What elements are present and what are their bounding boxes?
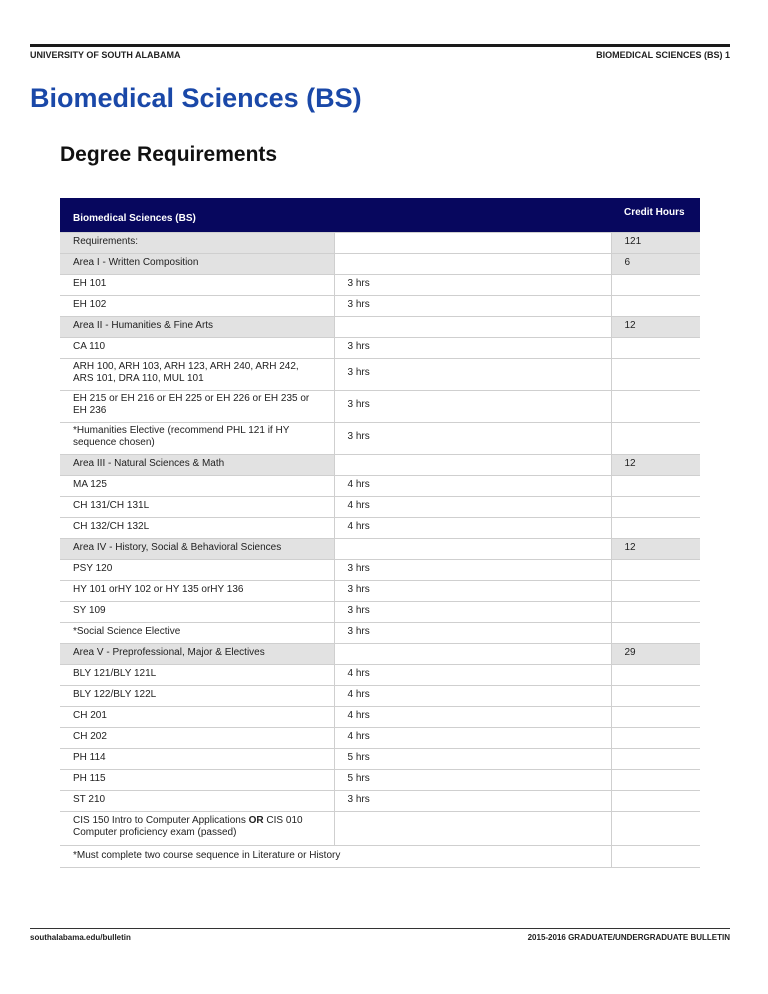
- course-row: [60, 727, 700, 748]
- area-total: 12: [611, 538, 700, 559]
- course-hours: 3 hrs: [334, 790, 611, 811]
- area-total: 12: [611, 454, 700, 475]
- area-label: Area V - Preprofessional, Major & Electives: [60, 643, 334, 664]
- course-row: [60, 580, 700, 601]
- course-row: [60, 274, 700, 295]
- course-row: [60, 664, 700, 685]
- area-label: Requirements:: [60, 232, 334, 253]
- course-label: PH 115: [60, 769, 334, 790]
- table-header-row: [60, 198, 700, 232]
- course-hours: 4 hrs: [334, 475, 611, 496]
- course-row: [60, 706, 700, 727]
- course-row: [60, 475, 700, 496]
- course-label: CH 202: [60, 727, 334, 748]
- course-row: [60, 496, 700, 517]
- area-total: 29: [611, 643, 700, 664]
- course-row: [60, 295, 700, 316]
- page-title: Biomedical Sciences (BS): [30, 83, 362, 113]
- course-row: [60, 390, 700, 422]
- area-total: 12: [611, 316, 700, 337]
- course-hours: 4 hrs: [334, 517, 611, 538]
- course-row: [60, 422, 700, 454]
- course-hours: 4 hrs: [334, 727, 611, 748]
- course-row: [60, 601, 700, 622]
- page-footer: [30, 928, 730, 945]
- course-label: MA 125: [60, 475, 334, 496]
- area-row: [60, 643, 700, 664]
- course-hours: 4 hrs: [334, 496, 611, 517]
- course-hours: 3 hrs: [334, 390, 611, 422]
- course-hours: 3 hrs: [334, 295, 611, 316]
- course-hours: 3 hrs: [334, 559, 611, 580]
- course-hours: 3 hrs: [334, 274, 611, 295]
- course-row: [60, 358, 700, 390]
- course-row: [60, 748, 700, 769]
- header-page-label: BIOMEDICAL SCIENCES (BS) 1: [596, 50, 730, 60]
- area-row: [60, 232, 700, 253]
- course-hours: 3 hrs: [334, 358, 611, 390]
- note-row: [60, 811, 700, 845]
- course-row: [60, 790, 700, 811]
- course-label: PSY 120: [60, 559, 334, 580]
- course-label: EH 215 or EH 216 or EH 225 or EH 226 or EH 235 or EH 236: [60, 390, 334, 422]
- course-row: [60, 769, 700, 790]
- area-label: Area III - Natural Sciences & Math: [60, 454, 334, 475]
- requirements-table: [60, 198, 700, 868]
- course-row: [60, 685, 700, 706]
- course-label: BLY 121/BLY 121L: [60, 664, 334, 685]
- credit-hours-header: Credit Hours: [611, 198, 700, 232]
- course-label: HY 101 orHY 102 or HY 135 orHY 136: [60, 580, 334, 601]
- area-label: Area II - Humanities & Fine Arts: [60, 316, 334, 337]
- area-label: Area I - Written Composition: [60, 253, 334, 274]
- course-label: SY 109: [60, 601, 334, 622]
- course-label: EH 101: [60, 274, 334, 295]
- course-label: PH 114: [60, 748, 334, 769]
- area-label: Area IV - History, Social & Behavioral Sciences: [60, 538, 334, 559]
- section-title: Degree Requirements: [60, 143, 278, 166]
- course-label: ST 210: [60, 790, 334, 811]
- course-hours: 3 hrs: [334, 580, 611, 601]
- area-row: [60, 538, 700, 559]
- course-label: EH 102: [60, 295, 334, 316]
- blank-header: [334, 198, 611, 232]
- footer-url: southalabama.edu/bulletin: [30, 933, 131, 942]
- course-label: CH 201: [60, 706, 334, 727]
- course-label: *Humanities Elective (recommend PHL 121 if HY sequence chosen): [60, 422, 334, 454]
- footer-bulletin: 2015-2016 GRADUATE/UNDERGRADUATE BULLETIN: [527, 933, 730, 942]
- course-hours: 4 hrs: [334, 664, 611, 685]
- course-label: *Social Science Elective: [60, 622, 334, 643]
- course-hours: 5 hrs: [334, 769, 611, 790]
- area-row: [60, 316, 700, 337]
- course-hours: 4 hrs: [334, 685, 611, 706]
- or-emphasis: OR: [248, 815, 264, 826]
- course-hours: 3 hrs: [334, 337, 611, 358]
- course-hours: 3 hrs: [334, 601, 611, 622]
- header-university: UNIVERSITY OF SOUTH ALABAMA: [30, 50, 181, 60]
- course-hours: 3 hrs: [334, 422, 611, 454]
- cis-note: CIS 150 Intro to Computer Applications OR CIS 010 Computer proficiency exam (passed): [60, 811, 334, 845]
- course-hours: 4 hrs: [334, 706, 611, 727]
- area-row: [60, 253, 700, 274]
- area-total: 6: [611, 253, 700, 274]
- course-label: BLY 122/BLY 122L: [60, 685, 334, 706]
- page-header: [30, 44, 730, 61]
- course-label: ARH 100, ARH 103, ARH 123, ARH 240, ARH 242, ARS 101, DRA 110, MUL 101: [60, 358, 334, 390]
- course-hours: 5 hrs: [334, 748, 611, 769]
- course-row: [60, 622, 700, 643]
- sequence-note: *Must complete two course sequence in Literature or History: [60, 845, 611, 867]
- area-row: [60, 454, 700, 475]
- program-header: Biomedical Sciences (BS): [60, 198, 334, 232]
- course-label: CH 132/CH 132L: [60, 517, 334, 538]
- course-label: CA 110: [60, 337, 334, 358]
- course-row: [60, 337, 700, 358]
- course-label: CH 131/CH 131L: [60, 496, 334, 517]
- course-row: [60, 517, 700, 538]
- area-total: 121: [611, 232, 700, 253]
- course-row: [60, 559, 700, 580]
- course-hours: 3 hrs: [334, 622, 611, 643]
- note-row: [60, 845, 700, 867]
